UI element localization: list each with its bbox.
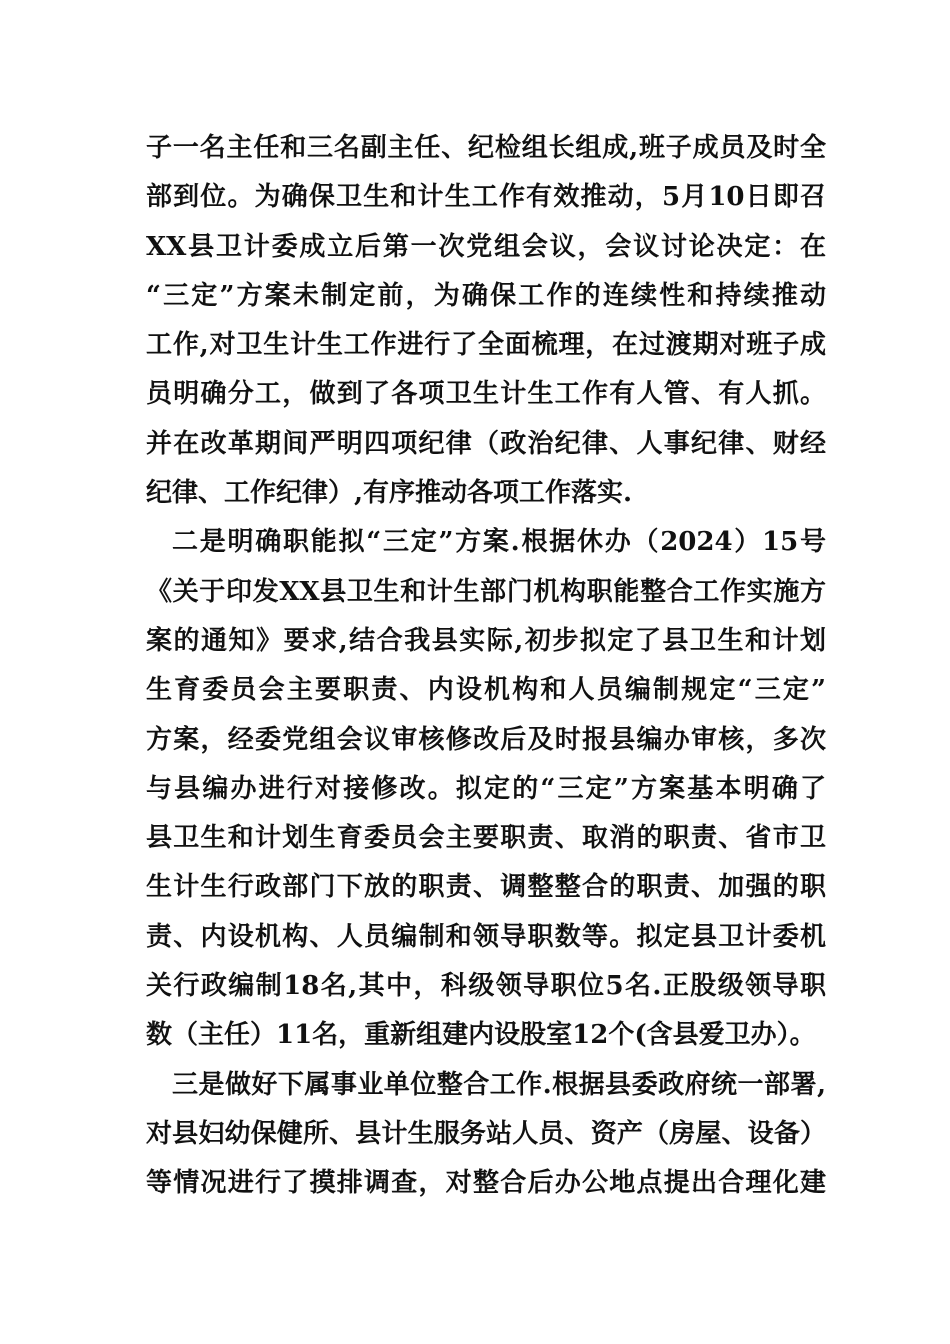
text-line: 数（主任）11名，重新组建内设股室12个(含县爱卫办）。 [146,1020,816,1051]
text-line: 生育委员会主要职责、内设机构和人员编制规定“三定” [146,675,826,706]
text-line: XX县卫计委成立后第一次党组会议，会议讨论决定：在 [146,231,826,262]
text-line: 生计生行政部门下放的职责、调整整合的职责、加强的职 [146,872,826,903]
text-line: 方案，经委党组会议审核修改后及时报县编办审核，多次 [146,724,826,755]
text-line: 三是做好下属事业单位整合工作.根据县委政府统一部署, [172,1069,826,1100]
text-line: 对县妇幼保健所、县计生服务站人员、资产（房屋、设备） [146,1118,826,1149]
text-line: 等情况进行了摸排调查，对整合后办公地点提出合理化建 [146,1168,826,1199]
text-line: 二是明确职能拟“三定”方案.根据休办（2024）15号 [172,527,826,558]
text-line: 并在改革期间严明四项纪律（政治纪律、人事纪律、财经 [146,428,826,459]
text-line: 工作,对卫生计生工作进行了全面梳理，在过渡期对班子成 [146,330,826,361]
text-line: “三定”方案未制定前，为确保工作的连续性和持续推动 [146,280,826,311]
text-line: 员明确分工，做到了各项卫生计生工作有人管、有人抓。 [146,379,826,410]
text-line: 案的通知》要求,结合我县实际,初步拟定了县卫生和计划 [146,625,826,656]
text-line: 县卫生和计划生育委员会主要职责、取消的职责、省市卫 [146,823,826,854]
document-body [146,124,826,1209]
text-line: 子一名主任和三名副主任、纪检组长组成,班子成员及时全 [146,133,826,163]
text-line: 责、内设机构、人员编制和领导职数等。拟定县卫计委机 [146,921,826,952]
text-line: 纪律、工作纪律）,有序推动各项工作落实. [146,478,633,509]
text-line: 《关于印发XX县卫生和计生部门机构职能整合工作实施方 [146,576,826,607]
text-line: 部到位。为确保卫生和计生工作有效推动，5月10日即召 [146,182,826,213]
text-line: 与县编办进行对接修改。拟定的“三定”方案基本明确了 [146,773,826,804]
text-line: 关行政编制18名,其中，科级领导职位5名.正股级领导职 [146,971,826,1002]
